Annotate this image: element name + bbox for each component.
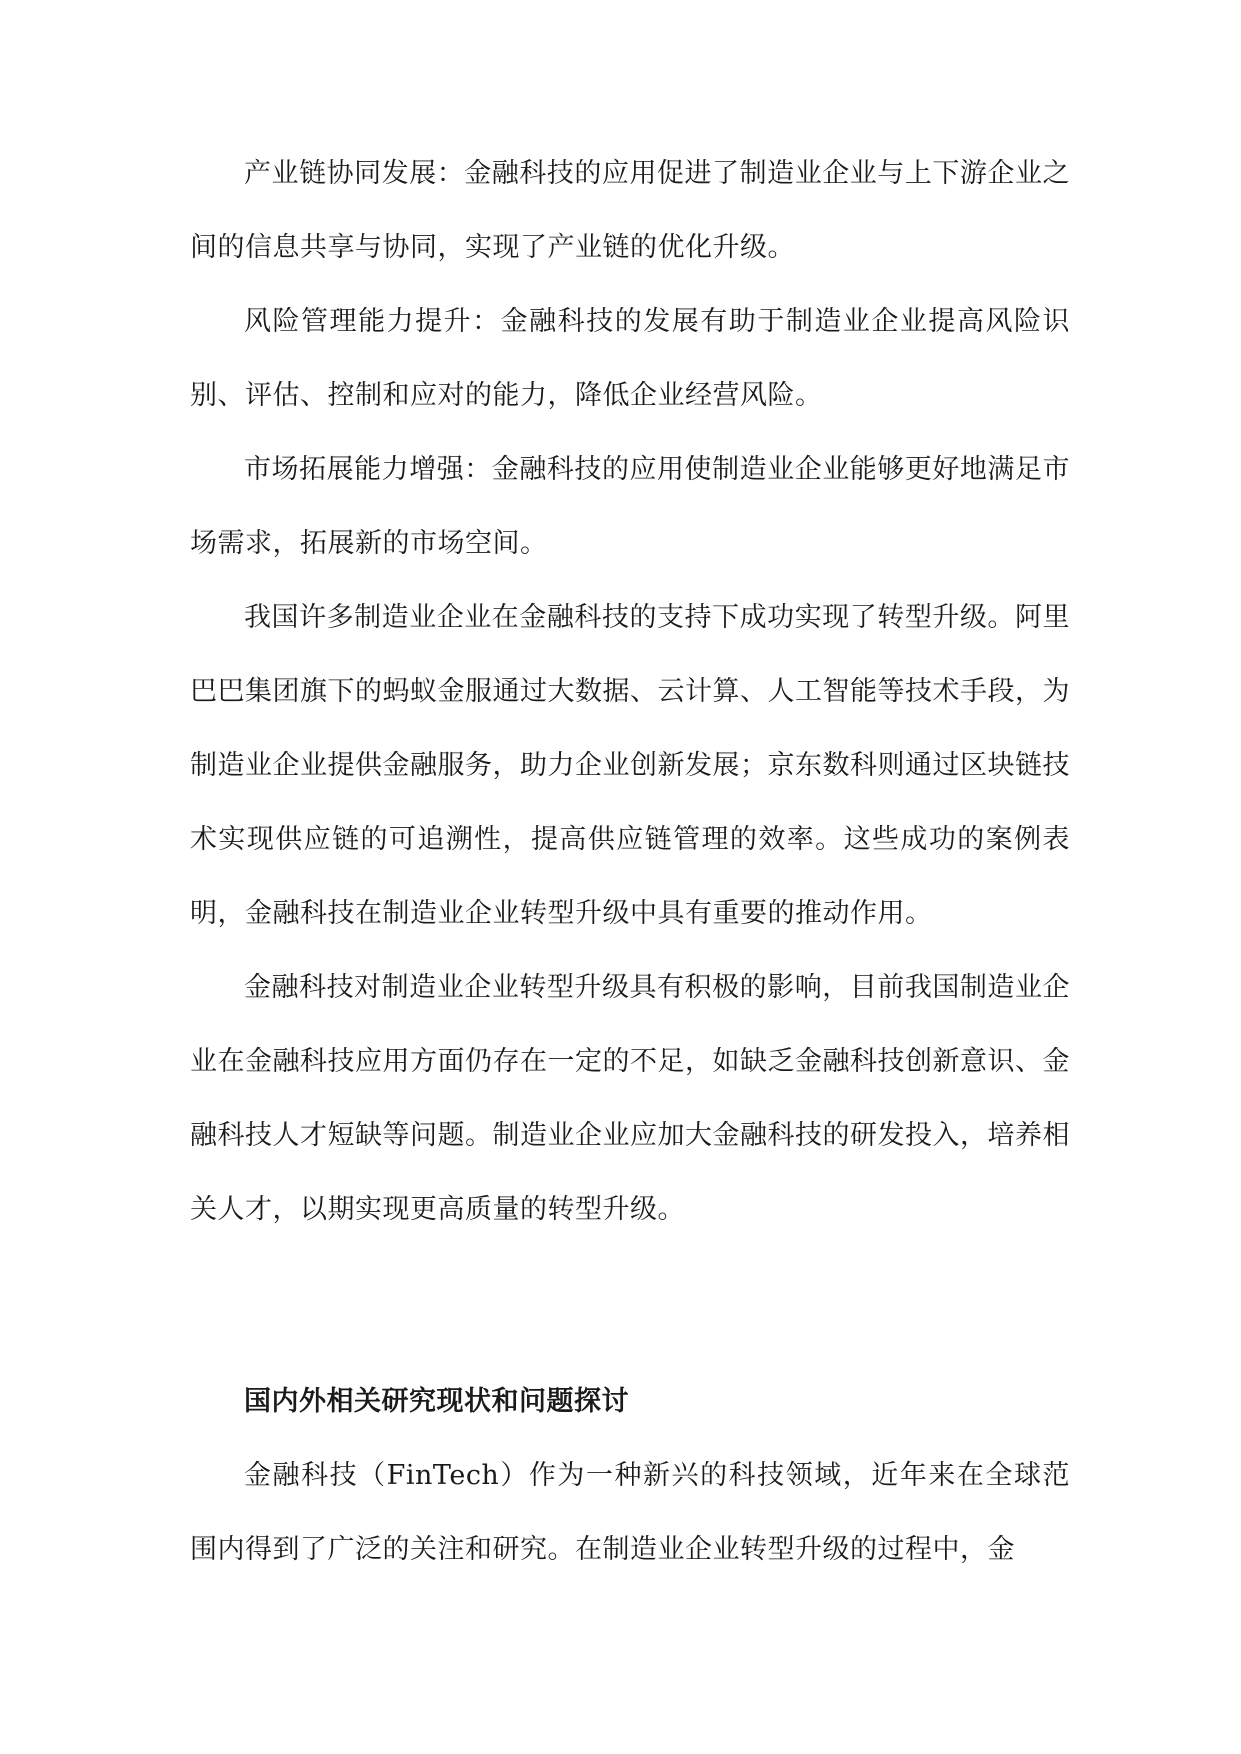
section [190, 1365, 1070, 1439]
paragraph-fintech-intro: 金融科技（FinTech）作为一种新兴的科技领域，近年来在全球范围内得到了广泛的关注和研究。在制造业企业转型升级的过程中，金 [190, 1460, 1070, 1565]
section-heading: 国内外相关研究现状和问题探讨 [244, 1386, 629, 1417]
paragraph-case-examples: 我国许多制造业企业在金融科技的支持下成功实现了转型升级。阿里巴巴集团旗下的蚂蚁金服通过大数据、云计算、人工智能等技术手段，为制造业企业提供金融服务，助力企业创新发展；京东数科则通过区块链技术实现供应链的可追溯性，提高供应链管理的效率。这些成功的案例表明，金融科技在制造业企业转型升级中具有重要的推动作用。 [190, 602, 1070, 929]
paragraph-conclusion: 金融科技对制造业企业转型升级具有积极的影响，目前我国制造业企业在金融科技应用方面仍存在一定的不足，如缺乏金融科技创新意识、金融科技人才短缺等问题。制造业企业应加大金融科技的研发投入，培养相关人才，以期实现更高质量的转型升级。 [190, 972, 1070, 1225]
paragraph-market-expansion: 市场拓展能力增强：金融科技的应用使制造业企业能够更好地满足市场需求，拓展新的市场空间。 [190, 454, 1070, 559]
section-body [190, 1439, 1070, 1587]
paragraph-industry-chain: 产业链协同发展：金融科技的应用促进了制造业企业与上下游企业之间的信息共享与协同，实现了产业链的优化升级。 [190, 158, 1070, 263]
paragraph-risk-management: 风险管理能力提升：金融科技的发展有助于制造业企业提高风险识别、评估、控制和应对的能力，降低企业经营风险。 [190, 306, 1070, 411]
body-text [190, 137, 1070, 1247]
